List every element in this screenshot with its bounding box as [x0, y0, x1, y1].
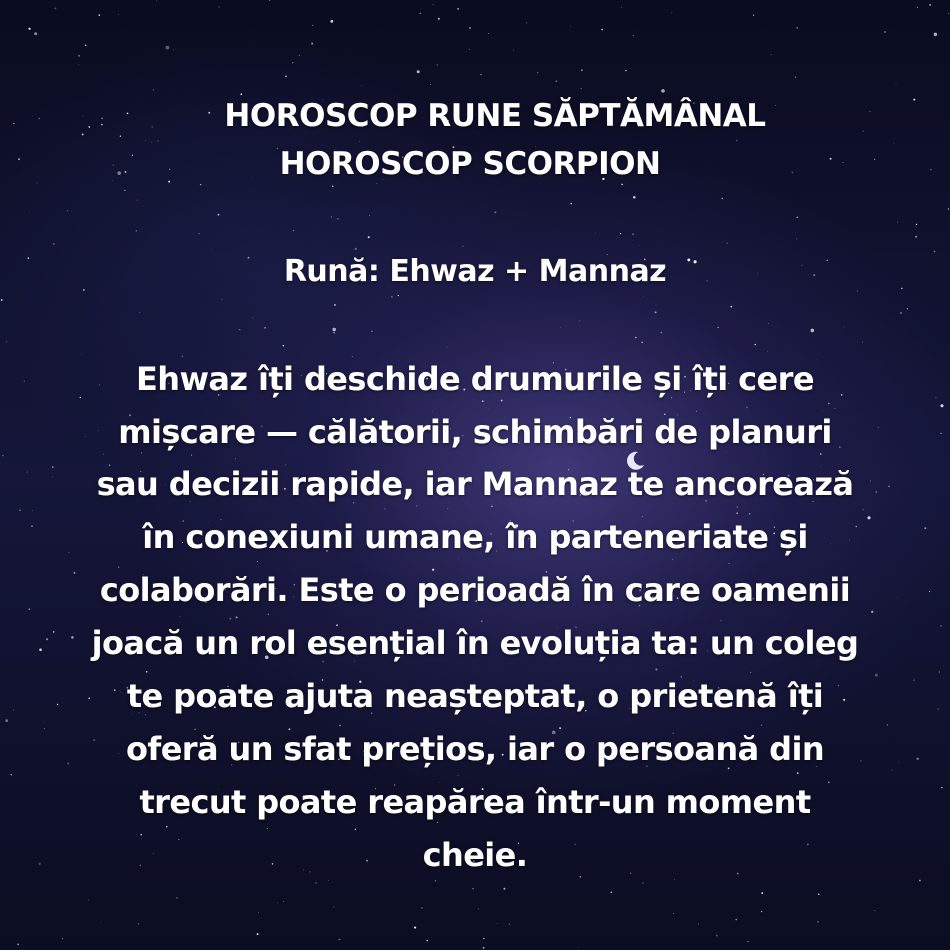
body-line-9: trecut poate reapărea într-un moment: [139, 783, 811, 821]
body-line-10: cheie.: [422, 836, 528, 874]
title-line-1: HOROSCOP RUNE SĂPTĂMÂNAL: [224, 98, 766, 134]
title-line-2: HOROSCOP SCORPION: [279, 146, 661, 182]
body-line-1: Ehwaz îți deschide drumurile și îți cere: [136, 360, 814, 398]
body-line-5: colaborări. Este o perioadă în care oamenii: [99, 571, 851, 609]
body-line-4: în conexiuni umane, în parteneriate și: [142, 518, 808, 556]
body-line-8: oferă un sfat prețios, iar o persoană din: [125, 730, 824, 768]
rune-label: Rună: Ehwaz + Mannaz: [283, 254, 667, 289]
body-line-2: mișcare — călătorii, schimbări de planuri: [118, 413, 832, 451]
body-line-6: joacă un rol esențial în evoluția ta: un coleg: [91, 624, 859, 662]
body-line-7: te poate ajuta neașteptat, o prietenă îți: [126, 677, 824, 715]
body-line-3: sau decizii rapide, iar Mannaz te ancorează: [96, 465, 854, 503]
